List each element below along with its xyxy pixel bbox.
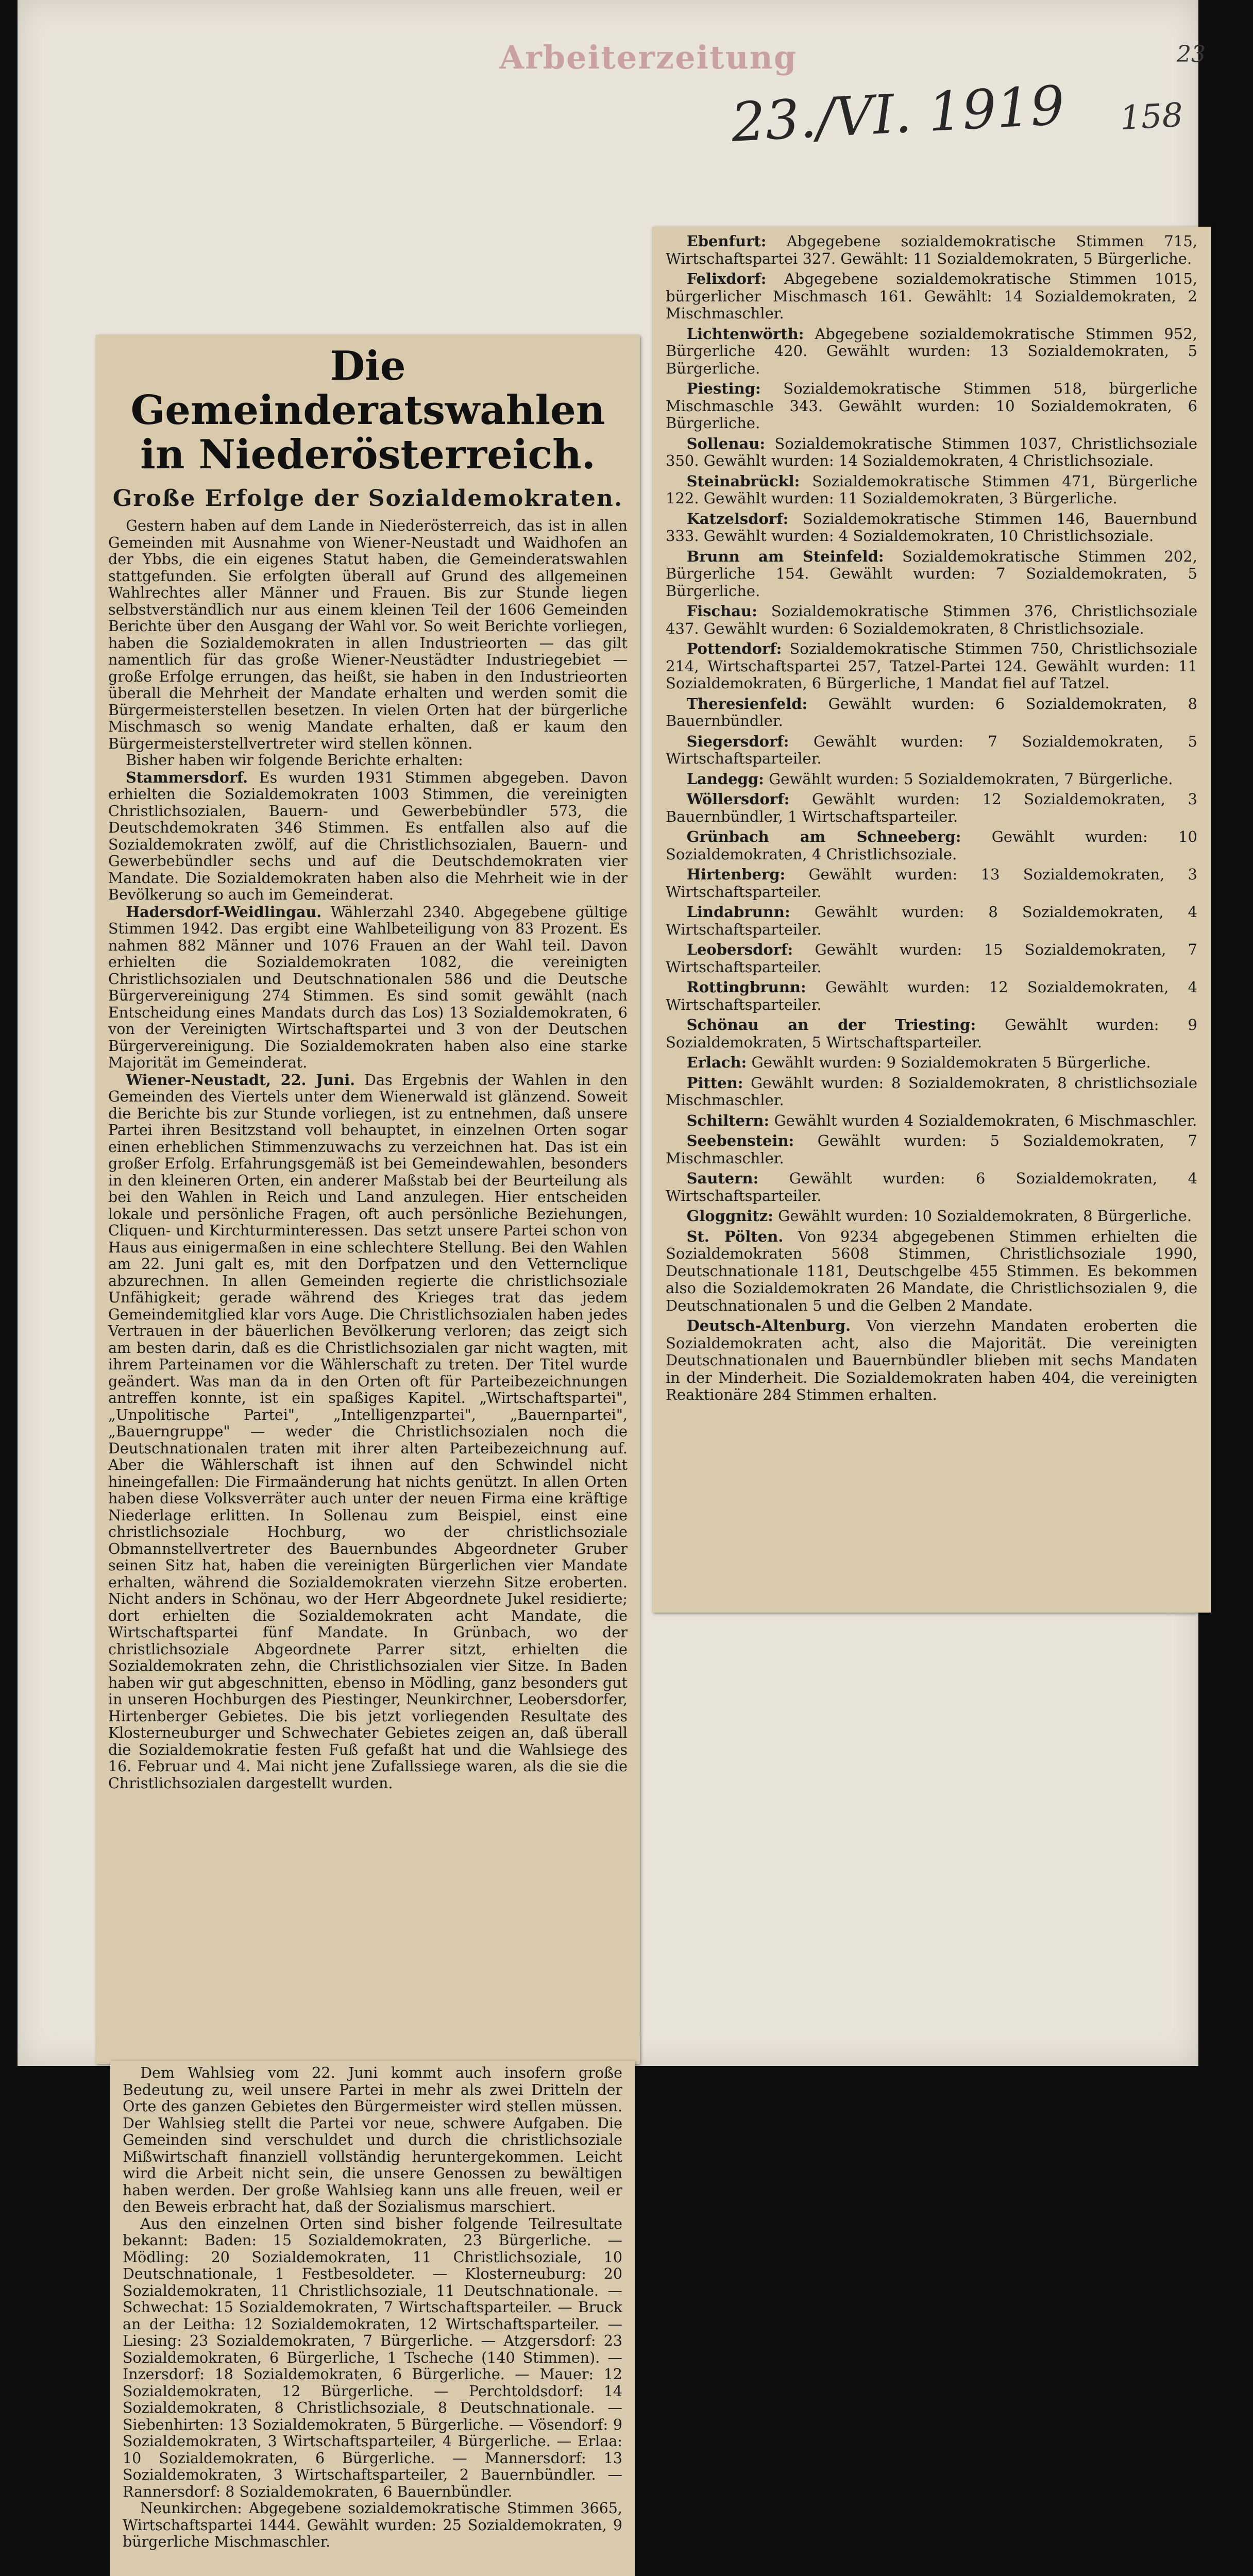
result-place: Piesting: (686, 380, 761, 397)
report-text: Es wurden 1931 Stimmen abgegeben. Davon erhielten die Sozialdemokraten 1003 Stimmen, die vereinigten Christlichsozialen, Bauern- und Gewerbebündler 573, die Deutschdemokraten 346 Stimmen. Es entfallen also auf die Sozialdemokraten zwölf, auf die Christlichsozialen, Bauern- und Gewerbebündler sechs und auf die Deutschdemokraten vier Mandate. Die Sozialdemokraten haben also die Mehrheit wie in der Bevölkerung so auch im Gemeinderat. (108, 769, 628, 903)
result-entry (666, 1054, 1197, 1072)
result-place: Fischau: (686, 602, 757, 620)
result-entry (666, 1016, 1197, 1051)
result-place: Pottendorf: (686, 640, 782, 657)
result-entry (666, 1317, 1197, 1404)
result-entry (666, 270, 1197, 323)
result-entry (666, 1112, 1197, 1130)
article-headline: Die Gemeinderatswahlen in Niederösterreich. (130, 343, 605, 478)
report-text: Wählerzahl 2340. Abgegebene gültige Stimmen 1942. Das ergibt eine Wahlbeteiligung von 83 Prozent. Es nahmen 882 Männer und 1076 Frauen an der Wahl teil. Davon erhielten die Sozialdemokraten 1082, die vereinigten Christlichsozialen und Deutschnationalen 586 und die Deutsche Bürgervereinigung 274 Stimmen. Es sind somit gewählt (nach Entscheidung eines Mandats durch das Los) 13 Sozialdemokraten, 6 von der Vereinigten Wirtschaftspartei und 3 von der Deutschen Bürgervereinigung. Die Sozialdemokraten haben also eine starke Majorität im Gemeinderat. (108, 903, 628, 1071)
result-text: Gewählt wurden: 9 Sozialdemokraten, 5 Wirtschaftsparteiler. (666, 1016, 1197, 1051)
report-heading: Hadersdorf-Weidlingau. (126, 903, 322, 921)
result-place: Hirtenberg: (686, 866, 786, 883)
result-text: Gewählt wurden: 12 Sozialdemokraten, 4 Wirtschaftsparteiler. (666, 978, 1198, 1013)
result-entry (666, 696, 1197, 730)
result-place: Seebenstein: (686, 1132, 794, 1149)
result-text: Gewählt wurden: 12 Sozialdemokraten, 3 Bauernbündler, 1 Wirtschaftsparteiler. (666, 790, 1198, 825)
result-place: Grünbach am Schneeberg: (686, 828, 961, 845)
result-text: Sozialdemokratische Stimmen 376, Christlichsoziale 437. Gewählt wurden: 6 Sozialdemokraten, 8 Christlichsoziale. (666, 602, 1197, 637)
result-place: Katzelsdorf: (686, 510, 789, 528)
result-entry (666, 828, 1197, 863)
result-place: Pitten: (686, 1074, 743, 1092)
result-text: Gewählt wurden: 10 Sozialdemokraten, 8 Bürgerliche. (778, 1207, 1192, 1225)
result-text: Abgegebene sozialdemokratische Stimmen 715, Wirtschaftspartei 327. Gewählt: 11 Sozialdemokraten, 5 Bürgerliche. (666, 232, 1197, 267)
result-text: Sozialdemokratische Stimmen 518, bürgerliche Mischmaschle 343. Gewählt wurden: 10 Sozialdemokraten, 6 Bürgerliche. (666, 380, 1197, 432)
result-place: St. Pölten. (686, 1227, 784, 1245)
result-place: Schönau an der Triesting: (686, 1016, 976, 1033)
page-number: 158 (1119, 96, 1184, 138)
result-entry (666, 791, 1197, 825)
report-heading: Wiener-Neustadt, 22. Juni. (126, 1071, 355, 1089)
result-text: Gewählt wurden: 7 Sozialdemokraten, 5 Wirtschaftsparteiler. (666, 732, 1197, 767)
result-entry (666, 771, 1197, 788)
result-text: Gewählt wurden: 13 Sozialdemokraten, 3 Wirtschaftsparteiler. (666, 866, 1198, 901)
result-place: Wöllersdorf: (686, 790, 790, 808)
report-wiener-neustadt (108, 1072, 628, 1792)
result-text: Gewählt wurden: 6 Sozialdemokraten, 8 Bauernbündler. (666, 694, 1197, 730)
result-entry (666, 941, 1197, 976)
report-hadersdorf (108, 904, 628, 1072)
result-place: Lindabrunn: (686, 903, 790, 921)
result-text: Abgegebene sozialdemokratische Stimmen 952, Bürgerliche 420. Gewählt wurden: 13 Sozialdemokraten, 5 Bürgerliche. (666, 325, 1197, 377)
result-text: Sozialdemokratische Stimmen 202, Bürgerliche 154. Gewählt wurden: 7 Sozialdemokraten, 5 Bürgerliche. (666, 547, 1198, 600)
result-entry (666, 511, 1197, 545)
result-entry (666, 866, 1197, 901)
result-entry (666, 603, 1197, 637)
result-place: Brunn am Steinfeld: (686, 547, 884, 565)
result-place: Sautern: (686, 1170, 759, 1187)
result-text: Abgegebene sozialdemokratische Stimmen 1015, bürgerlicher Mischmasch 161. Gewählt: 14 Sozialdemokraten, 2 Mischmaschler. (666, 270, 1197, 322)
result-place: Theresienfeld: (686, 694, 808, 713)
results-list (652, 227, 1211, 1404)
result-text: Gewählt wurden: 9 Sozialdemokraten 5 Bürgerliche. (751, 1054, 1151, 1071)
article-subhead: Große Erfolge der Sozialdemokraten. (112, 485, 623, 512)
result-entry (666, 979, 1197, 1013)
analysis-paragraph: Dem Wahlsieg vom 22. Juni kommt auch insofern große Bedeutung zu, weil unsere Partei in mehr als zwei Dritteln der Orte des ganzen Gebietes den Bürgermeister wird stellen müssen. Der Wahlsieg stellt die Partei vor neue, schwere Aufgaben. Die Gemeinden sind verschuldet und durch die christlichsoziale Mißwirtschaft finanziell vollständig heruntergekommen. Leicht wird die Arbeit nicht sein, die unsere Genossen zu bewältigen haben werden. Der große Wahlsieg kann uns alle freuen, weil er den Beweis erbracht hat, daß der Sozialismus marschiert. (123, 2064, 622, 2215)
result-place: Erlach: (686, 1054, 747, 1071)
result-place: Leobersdorf: (686, 941, 793, 958)
result-place: Schiltern: (686, 1111, 770, 1129)
reports-intro: Bisher haben wir folgende Berichte erhalten: (126, 752, 463, 769)
result-text: Gewählt wurden: 8 Sozialdemokraten, 8 christlichsoziale Mischmaschler. (666, 1074, 1198, 1109)
result-place: Deutsch-Altenburg. (686, 1317, 851, 1334)
result-text: Sozialdemokratische Stimmen 146, Bauernbund 333. Gewählt wurden: 4 Sozialdemokraten, 10 Christlichsoziale. (666, 510, 1197, 545)
result-text: Gewählt wurden: 15 Sozialdemokraten, 7 Wirtschaftsparteiler. (666, 941, 1198, 976)
result-place: Siegersdorf: (686, 732, 789, 750)
result-text: Gewählt wurden: 5 Sozialdemokraten, 7 Bürgerliche. (769, 770, 1173, 788)
result-text: Sozialdemokratische Stimmen 471, Bürgerliche 122. Gewählt wurden: 11 Sozialdemokraten, 3 Bürgerliche. (666, 472, 1197, 507)
result-place: Steinabrückl: (686, 472, 800, 490)
result-text: Gewählt wurden: 6 Sozialdemokraten, 4 Wirtschaftsparteiler. (666, 1170, 1197, 1205)
result-text: Gewählt wurden: 8 Sozialdemokraten, 4 Wirtschaftsparteiler. (666, 903, 1197, 938)
result-entry (666, 640, 1197, 692)
result-place: Sollenau: (686, 434, 766, 452)
corner-number: 23 (1177, 41, 1206, 67)
report-neunkirchen: Neunkirchen: Abgegebene sozialdemokratische Stimmen 3665, Wirtschaftspartei 1444. Gewählt wurden: 25 Sozialdemokraten, 9 bürgerliche Mischmaschler. (123, 2500, 622, 2550)
result-place: Ebenfurt: (686, 232, 767, 250)
article-clipping-left (96, 335, 640, 2064)
report-text: Das Ergebnis der Wahlen in den Gemeinden des Viertels unter dem Wienerwald ist glänzend. Soweit die Berichte bis zur Stunde vorliegen, ist zu entnehmen, daß unsere Partei ihren Besitzstand voll behauptet, in einzelnen Orten sogar einen erheblichen Stimmenzuwachs zu verzeichnen hat. Das ist ein großer Erfolg. Erfahrungsgemäß ist bei Gemeindewahlen, besonders in den kleineren Orten, ein anderer Maßstab bei der Beurteilung als bei den Wahlen in Reich und Land anzulegen. Hier entscheiden lokale und persönliche Fragen, oft auch persönliche Beziehungen, Cliquen- und Kirchturminteressen. Das setzt unsere Partei schon von Haus aus einigermaßen in eine schlechtere Stellung. Bei den Wahlen am 22. Juni galt es, mit den Dorfpatzen und den Vetternclique abzurechnen. In allen Gemeinden regierte die christlichsoziale Unfähigkeit; gerade während des Krieges trat das jedem Gemeindemitglied klar vors Auge. Die Christlichsozialen haben jedes Vertrauen in der bäuerlichen Bevölkerung verloren; das zeigt sich am besten darin, daß es die Christlichsozialen gar nicht wagten, mit ihrem Parteinamen vor die Wählerschaft zu treten. Der Titel wurde geändert. Was man da in den Orten oft für Parteibezeichnungen antreffen konnte, ist ein spaßiges Kapitel. „Wirtschaftspartei", „Unpolitische Partei", „Intelligenzpartei", „Bauernpartei", „Bauerngruppe" — weder die Christlichsozialen noch die Deutschnationalen traten mit ihrer alten Parteibezeichnung auf. Aber die Wählerschaft ist ihnen auf den Schwindel nicht hineingefallen: Die Firmaänderung hat nichts genützt. In allen Orten haben diese Volksverräter auch unter der neuen Firma eine kräftige Niederlage erlitten. In Sollenau zum Beispiel, einst eine christlichsoziale Hochburg, wo der christlichsoziale Obmannstellvertreter des Bauernbundes Abgeordneter Gruber seinen Sitz hat, haben die vereinigten Bürgerlichen vier Mandate erhalten, während die Sozialdemokraten vierzehn Sitze eroberten. Nicht anders in Schönau, wo der Herr Abgeordnete Jukel residierte; dort erhielten die Sozialdemokraten acht Mandate, die Wirtschaftspartei fünf Mandate. In Grünbach, wo der christlichsoziale Abgeordnete Parrer sitzt, erhielten die Sozialdemokraten zehn, die Christlichsozialen vier Sitze. In Baden haben wir gut abgeschnitten, ebenso in Mödling, ganz besonders gut in unseren Hochburgen des Piestinger, Neunkirchner, Leobersdorfer, Hirtenberger Gebietes. Die bis jetzt vorliegenden Resultate des Klosterneuburger und Schwechater Gebietes zeigen an, daß überall die Sozialdemokratie festen Fuß gefaßt hat und die Wahlsiege des 16. Februar und 4. Mai nicht jene Zufallssiege waren, als die sie die Christlichsozialen dargestellt wurden. (108, 1071, 628, 1792)
article-clipping-right (652, 227, 1211, 1613)
partial-results: Aus den einzelnen Orten sind bisher folgende Teilresultate bekannt: Baden: 15 Sozialdemokraten, 23 Bürgerliche. — Mödling: 20 Sozialdemokraten, 11 Christlichsoziale, 10 Deutschnationale, 1 Festbesoldeter. — Klosterneuburg: 20 Sozialdemokraten, 11 Christlichsoziale, 11 Deutschnationale. — Schwechat: 15 Sozialdemokraten, 7 Wirtschaftsparteiler. — Bruck an der Leitha: 12 Sozialdemokraten, 12 Wirtschaftsparteiler. — Liesing: 23 Sozialdemokraten, 7 Bürgerliche. — Atzgersdorf: 23 Sozialdemokraten, 6 Bürgerliche, 1 Tscheche (140 Stimmen). — Inzersdorf: 18 Sozialdemokraten, 6 Bürgerliche. — Mauer: 12 Sozialdemokraten, 12 Bürgerliche. — Perchtoldsdorf: 14 Sozialdemokraten, 8 Christlichsoziale, 8 Deutschnationale. — Siebenhirten: 13 Sozialdemokraten, 5 Bürgerliche. — Vösendorf: 9 Sozialdemokraten, 3 Wirtschaftsparteiler, 4 Bürgerliche. — Erlaa: 10 Sozialdemokraten, 6 Bürgerliche. — Mannersdorf: 13 Sozialdemokraten, 3 Wirtschaftsparteiler, 2 Bauernbündler. — Rannersdorf: 8 Sozialdemokraten, 6 Bauernbündler. (123, 2215, 622, 2500)
result-text: Sozialdemokratische Stimmen 1037, Christlichsoziale 350. Gewählt wurden: 14 Sozialdemokraten, 4 Christlichsoziale. (666, 434, 1197, 469)
article-clipping-left-lower (110, 2061, 635, 2576)
result-place: Gloggnitz: (686, 1207, 773, 1225)
result-entry (666, 380, 1197, 432)
result-entry (666, 1170, 1197, 1205)
result-text: Sozialdemokratische Stimmen 750, Christlichsoziale 214, Wirtschaftspartei 257, Tatzel-Partei 124. Gewählt wurden: 11 Sozialdemokraten, 6 Bürgerliche, 1 Mandat fiel auf Tatzel. (666, 640, 1197, 692)
result-place: Rottingbrunn: (686, 978, 806, 996)
result-text: Gewählt wurden 4 Sozialdemokraten, 6 Mischmaschler. (774, 1111, 1197, 1129)
intro-paragraph: Gestern haben auf dem Lande in Niederösterreich, das ist in allen Gemeinden mit Ausnahme von Wiener-Neustadt und Waidhofen an der Ybbs, die ein eigenes Statut haben, die Gemeinderatswahlen stattgefunden. Sie erfolgten überall auf Grund des allgemeinen Wahlrechtes aller Männer und Frauen. Bis zur Stunde liegen selbstverständlich nur aus einem kleinen Teil der 1606 Gemeinden Berichte über den Ausgang der Wahl vor. So weit Berichte vorliegen, haben die Sozialdemokraten in allen Industrieorten — das gilt namentlich für das große Wiener-Neustädter Industriegebiet — große Erfolge errungen, das heißt, sie haben in den Industrieorten überall die Mehrheit der Mandate erhalten und werden somit die Bürgermeisterstellen besetzen. In vielen Orten hat der bürgerliche Mischmasch so wenig Mandate erhalten, daß er kaum den Bürgermeisterstellvertreter wird stellen können. (108, 517, 628, 752)
result-place: Landegg: (686, 770, 764, 788)
result-text: Gewählt wurden: 5 Sozialdemokraten, 7 Mischmaschler. (666, 1132, 1197, 1167)
result-entry (666, 1228, 1197, 1315)
result-entry (666, 233, 1197, 267)
result-entry (666, 904, 1197, 938)
result-place: Lichtenwörth: (686, 325, 804, 343)
result-place: Felixdorf: (686, 270, 767, 287)
report-stammersdorf (108, 769, 628, 904)
handwritten-date: 23./VI. 1919 (730, 74, 1066, 154)
result-entry (666, 1075, 1197, 1109)
result-text: Von 9234 abgegebenen Stimmen erhielten die Sozialdemokraten 5608 Stimmen, Christlichsoziale 1990, Deutschnationale 1181, Deutschgelbe 455 Stimmen. Es bekommen also die Sozialdemokraten 26 Mandate, die Christlichsozialen 9, die Deutschnationalen 5 und die Gelben 2 Mandate. (666, 1227, 1198, 1314)
result-entry (666, 548, 1197, 600)
result-entry (666, 1208, 1197, 1225)
result-entry (666, 733, 1197, 768)
result-entry (666, 1132, 1197, 1167)
result-entry (666, 435, 1197, 470)
result-text: Von vierzehn Mandaten eroberten die Sozialdemokraten acht, also die Majorität. Die vereinigten Deutschnationalen und Bauernbündler blieben mit sechs Mandaten in der Minderheit. Die Sozialdemokraten haben 404, die vereinigten Reaktionäre 284 Stimmen erhalten. (666, 1317, 1198, 1403)
result-entry (666, 326, 1197, 378)
result-entry (666, 473, 1197, 507)
report-heading: Stammersdorf. (126, 768, 248, 786)
result-text: Gewählt wurden: 10 Sozialdemokraten, 4 Christlichsoziale. (666, 828, 1198, 863)
newspaper-stamp: Arbeiterzeitung (499, 39, 798, 76)
